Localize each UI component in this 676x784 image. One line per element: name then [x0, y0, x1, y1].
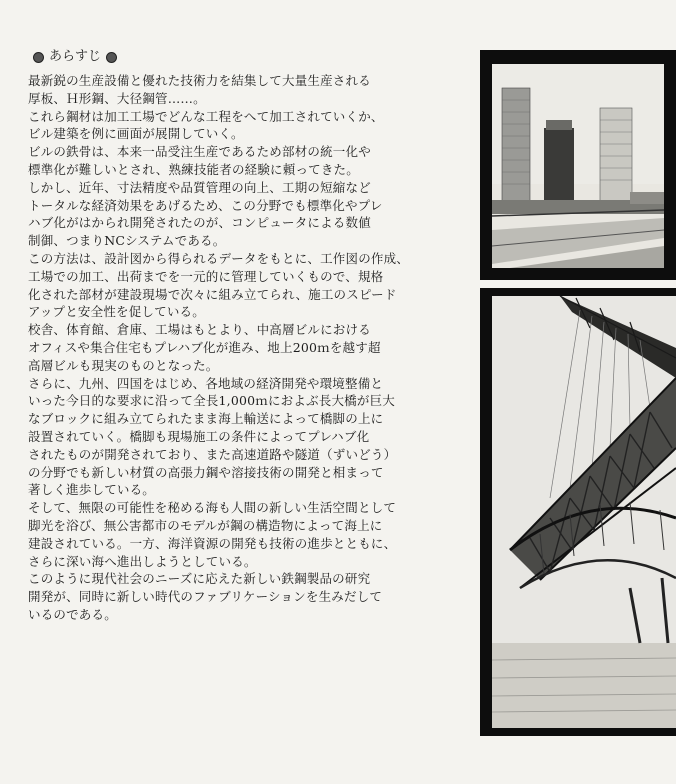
text-line: このように現代社会のニーズに応えた新しい鉄鋼製品の研究	[28, 571, 371, 587]
text-line: 著しく進歩している。	[28, 482, 156, 498]
text-line: 建設されている。一方、海洋資源の開発も技術の進歩とともに、	[28, 535, 397, 551]
text-line: 開発が、同時に新しい時代のファブリケーションを生みだして	[28, 589, 383, 605]
bridge-block-crane-photo	[480, 288, 676, 736]
paragraph	[28, 250, 428, 321]
circle-bullet-icon	[33, 52, 44, 63]
text-line: 化された部材が建設現場で次々に組み立てられ、施工のスピード	[28, 286, 397, 302]
text-line: 高層ビルも現実のものとなった。	[28, 357, 219, 373]
text-line: 標準化が難しいとされ、熟練技能者の経験に頼ってきた。	[28, 161, 359, 177]
text-line: さらに、九州、四国をはじめ、各地域の経済開発や環境整備と	[28, 375, 384, 391]
text-line: ビル建築を例に画面が展開していく。	[28, 126, 244, 142]
text-line: しかし、近年、寸法精度や品質管理の向上、工期の短縮など	[28, 179, 371, 195]
text-line: ハブ化がはかられ開発されたのが、コンピュータによる数値	[28, 215, 371, 231]
text-line: なブロックに組み立てられたまま海上輸送によって橋脚の上に	[28, 411, 384, 427]
section-title-text: あらすじ	[49, 49, 102, 64]
high-rise-buildings-photo	[480, 50, 676, 280]
text-line: この方法は、設計図から得られるデータをもとに、工作図の作成、	[28, 250, 410, 266]
paragraph	[28, 375, 428, 500]
high-rise-buildings-image	[480, 50, 676, 280]
text-line: の分野でも新しい材質の高張力鋼や溶接技術の開発と相まって	[28, 464, 384, 480]
section-title	[28, 48, 122, 66]
text-line: 校舎、体育館、倉庫、工場はもとより、中高層ビルにおける	[28, 322, 371, 338]
text-line: オフィスや集合住宅もプレハブ化が進み、地上200ｍを越す超	[28, 339, 381, 355]
bridge-block-crane-image	[480, 288, 676, 736]
text-line: いった今日的な要求に沿って全長1,000ｍにおよぶ長大橋が巨大	[28, 393, 395, 409]
text-line: さらに深い海へ進出しようとしている。	[28, 553, 257, 569]
synopsis-text	[28, 72, 428, 624]
text-line: いるのである。	[28, 606, 117, 622]
text-line: そして、無限の可能性を秘める海も人間の新しい生活空間として	[28, 500, 397, 516]
text-line: 設置されていく。橋脚も現場施工の条件によってプレハブ化	[28, 428, 370, 444]
text-line: アップと安全性を促している。	[28, 304, 205, 320]
text-line: これら鋼材は加工工場でどんな工程をへて加工されていくか、	[28, 108, 384, 124]
paragraph	[28, 570, 428, 623]
paragraph	[28, 499, 428, 570]
text-line: 制御、つまりNCシステムである。	[28, 233, 226, 249]
paragraph	[28, 72, 428, 108]
text-line: 厚板、Ｈ形鋼、大径鋼管……。	[28, 90, 206, 106]
paragraph	[28, 108, 428, 144]
circle-bullet-icon	[106, 52, 117, 63]
paragraph	[28, 143, 428, 179]
text-line: 脚光を浴び、無公害都市のモデルが鋼の構造物によって海上に	[28, 517, 383, 533]
paragraph	[28, 321, 428, 374]
text-line: トータルな経済効果をあげるため、この分野でも標準化やプレ	[28, 197, 383, 213]
text-line: 工場での加工、出荷までを一元的に管理していくもので、規格	[28, 268, 384, 284]
text-line: されたものが開発されており、また高速道路や隧道（ずいどう）	[28, 446, 397, 462]
text-line: ビルの鉄骨は、本来一品受注生産であるため部材の統一化や	[28, 144, 371, 160]
text-line: 最新鋭の生産設備と優れた技術力を結集して大量生産される	[28, 73, 371, 88]
paragraph	[28, 179, 428, 250]
